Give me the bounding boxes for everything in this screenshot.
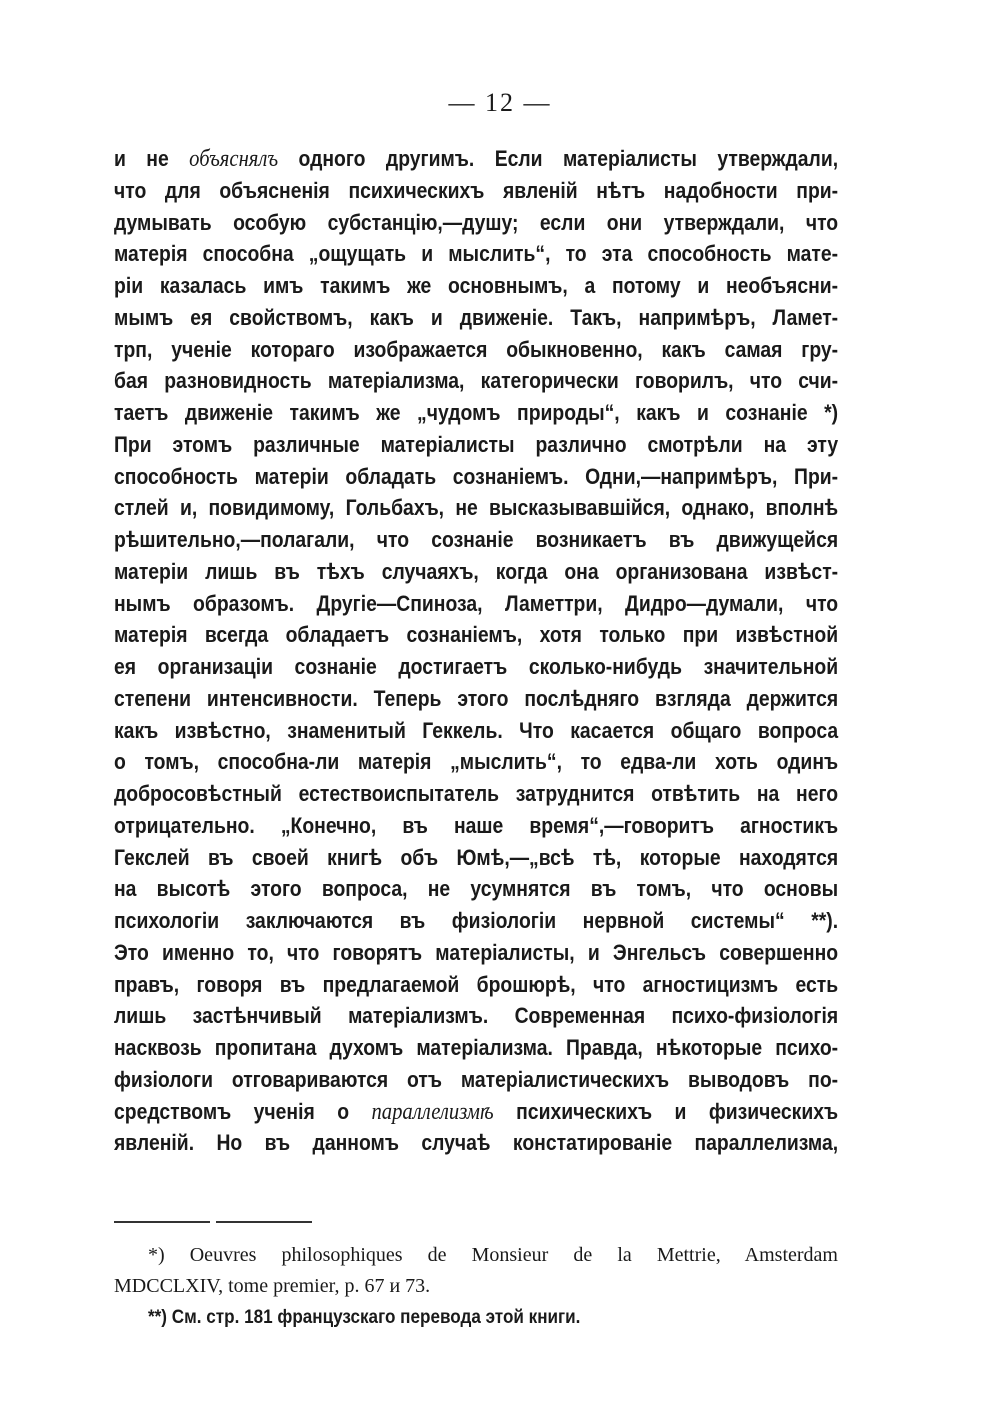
text-segment: что для объясненія психическихъ явленій нѣтъ надобности при- (114, 177, 839, 203)
text-line (114, 1127, 838, 1159)
emphasized-term: параллелизмѣ (371, 1098, 494, 1125)
text-segment: трп, ученіе котораго изображается обыкновенно, какъ самая гру- (114, 336, 839, 362)
text-line (114, 715, 838, 747)
text-segment: степени интенсивности. Теперь этого послѣдняго взгляда держится (114, 685, 839, 711)
footnote-rule-right (216, 1221, 312, 1223)
text-line (114, 302, 838, 334)
text-segment: матерія всегда обладаетъ сознаніемъ, хотя только при извѣстной (114, 622, 839, 648)
text-line (114, 1096, 838, 1128)
text-segment: явленій. Но въ данномъ случаѣ констатированіе параллелизма, (114, 1130, 839, 1156)
text-segment: лишь застѣнчивый матеріализмъ. Современная психо-физіологія (114, 1003, 839, 1029)
text-line (114, 873, 838, 905)
text-line (114, 1032, 838, 1064)
text-line (114, 461, 838, 493)
text-segment: рѣшительно,—полагали, что сознаніе возникаетъ въ движущейся (114, 527, 839, 552)
text-segment: отрицательно. „Конечно, въ наше время“,—говоритъ агностикъ (114, 812, 839, 838)
footnote-1-line-2: MDCCLXIV, tome premier, p. 67 и 73. (114, 1275, 431, 1297)
text-segment: При этомъ различные матеріалисты различно смотрѣли на эту (114, 431, 839, 457)
text-segment: стлей и, повидимому, Гольбахъ, не высказывавшійся, однако, вполнѣ (114, 495, 839, 521)
text-line (114, 588, 838, 620)
text-line (114, 1000, 838, 1032)
text-segment: средствомъ ученія о (114, 1098, 372, 1124)
text-line (114, 524, 838, 556)
text-line (114, 619, 838, 651)
text-line (114, 651, 838, 683)
text-line (114, 842, 838, 874)
text-segment: и не (114, 146, 190, 171)
footnote-2-text: **) См. стр. 181 французскаго перевода этой книги. (148, 1307, 581, 1328)
text-line (114, 683, 838, 715)
text-line (114, 937, 838, 969)
text-segment: на высотѣ этого вопроса, не усумнятся въ томъ, что основы (114, 876, 839, 902)
text-segment: правъ, говоря въ предлагаемой брошюрѣ, что агностицизмъ есть (114, 971, 839, 997)
text-segment: добросовѣстный естествоиспытатель затруднится отвѣтить на него (114, 781, 839, 806)
text-segment: способность матеріи обладать сознаніемъ. Одни,—напримѣръ, При- (114, 463, 839, 489)
text-line (114, 365, 838, 397)
text-line (114, 746, 838, 778)
text-line (114, 969, 838, 1001)
text-segment: о томъ, способна-ли матерія „мыслить“, то едва-ли хоть одинъ (114, 749, 839, 775)
footnote-2 (114, 1302, 838, 1333)
text-segment: психологіи заключаются въ физіологіи нервной системы“ **). (114, 908, 839, 933)
text-line (114, 1064, 838, 1096)
text-line (114, 556, 838, 588)
text-line (114, 270, 838, 302)
text-segment: бая разновидность матеріализма, категорически говорилъ, что счи- (114, 368, 839, 394)
text-line (114, 175, 838, 207)
text-segment: думывать особую субстанцію,—душу; если они утверждали, что (114, 209, 839, 235)
emphasized-term: объяснялъ (189, 146, 279, 172)
text-segment: матерія способна „ощущать и мыслить“, то эта способность мате- (114, 241, 839, 267)
text-segment: какъ извѣстно, знаменитый Геккель. Что касается общаго вопроса (114, 717, 839, 743)
text-line (114, 778, 838, 810)
footnote-1-line-1: *) Oeuvres philosophiques de Monsieur de la Mettrie, Amsterdam (148, 1244, 838, 1266)
text-line (114, 810, 838, 842)
text-line (114, 334, 838, 366)
main-paragraph (114, 143, 838, 1159)
text-segment: насквозь пропитана духомъ матеріализма. Правда, нѣкоторые психо- (114, 1035, 839, 1060)
text-line (114, 905, 838, 937)
text-segment: ея организаціи сознаніе достигаетъ сколько-нибудь значительной (114, 654, 839, 679)
text-segment: нымъ образомъ. Другіе—Спиноза, Ламеттри, Дидро—думали, что (114, 590, 839, 616)
text-line (114, 397, 838, 429)
text-line (114, 238, 838, 270)
text-line (114, 429, 838, 461)
text-segment: ріи казалась имъ такимъ же основнымъ, а потому и необъясни- (114, 273, 839, 298)
footnote-rule-left (114, 1221, 210, 1223)
text-line (114, 492, 838, 524)
text-line (114, 143, 838, 175)
text-segment: психическихъ и физическихъ (493, 1098, 839, 1124)
text-segment: мымъ ея свойствомъ, какъ и движеніе. Такъ, напримѣръ, Ламет- (114, 304, 839, 330)
text-segment: Это именно то, что говорятъ матеріалисты, и Энгельсъ совершенно (114, 939, 839, 965)
text-segment: Гекслей въ своей книгѣ объ Юмѣ,—„всѣ тѣ, которые находятся (114, 844, 839, 870)
text-line (114, 207, 838, 239)
text-segment: физіологи отговариваются отъ матеріалистическихъ выводовъ по- (114, 1066, 839, 1092)
text-segment: одного другимъ. Если матеріалисты утверждали, (278, 146, 839, 171)
footnotes (114, 1240, 838, 1333)
text-segment: матеріи лишь въ тѣхъ случаяхъ, когда она организована извѣст- (114, 558, 839, 584)
text-segment: таетъ движеніе такимъ же „чудомъ природы“, какъ и сознаніе *) (114, 400, 839, 425)
page-number: — 12 — (448, 88, 552, 117)
